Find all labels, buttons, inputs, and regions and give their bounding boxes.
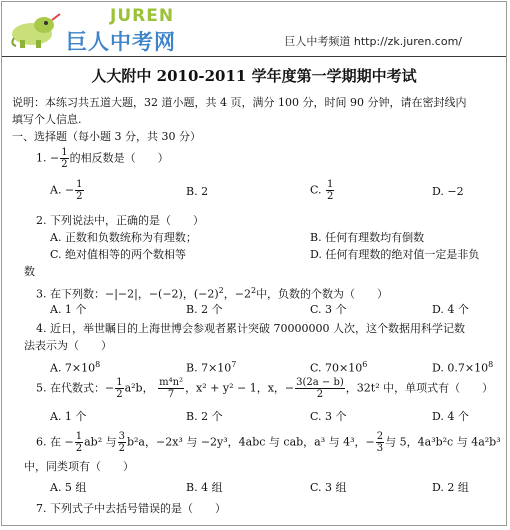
fraction: $\frac{1}{2}$ (116, 377, 123, 400)
option-c: C. $70\times 10^6$ (310, 360, 368, 375)
question-7-stem: 7. 下列式子中去括号错误的是（ ） (36, 502, 226, 515)
question-2-stem: 2. 下列说法中，正确的是（ ） (36, 214, 204, 227)
option-b: B. 4 组 (186, 481, 223, 494)
exam-title: 人大附中 2010-2011 学年度第一学期期中考试 (91, 67, 417, 85)
option-a: A. 正数和负数统称为有理数； (50, 231, 197, 244)
option-d: D. 2 组 (432, 481, 469, 494)
option-c: C. 3 组 (310, 481, 347, 494)
question-6-stem-continuation: 中，同类项有（ ） (24, 460, 134, 473)
option-a: A. 5 组 (50, 481, 87, 494)
fraction: $\frac{2}{3}$ (376, 431, 384, 454)
question-text: 的相反数是（ ） (69, 151, 169, 165)
option-b: B. 2 (186, 185, 209, 198)
option-a: A. − $\frac{1}{2}$ (50, 179, 83, 202)
option-d-continuation: 数 (24, 265, 35, 278)
option-a: A. 1 个 (50, 410, 87, 423)
logo-latin-text: JUREN (110, 6, 175, 26)
option-c: C. 3 个 (310, 303, 347, 316)
option-c: C. 绝对值相等的两个数相等 (50, 248, 187, 261)
option-d: D. 4 个 (432, 410, 469, 423)
fraction: $\frac{1}{2}$ (76, 179, 83, 202)
option-d: D. −2 (432, 185, 464, 198)
question-3-stem: 3. 在下列数：−|−2|，−(−2)，$(-2)^2$，$-2^2$中，负数的个数为（ ） (36, 286, 389, 301)
fraction: $\frac{1}{2}$ (61, 147, 68, 170)
site-logo[interactable] (8, 6, 198, 52)
channel-link[interactable]: 巨人中考频道 http://zk.juren.com/ (284, 35, 462, 48)
option-b: B. 2 个 (186, 410, 223, 423)
option-a: A. $7\times 10^8$ (50, 360, 101, 375)
fraction: $\frac{1}{2}$ (75, 431, 83, 454)
option-b: B. 任何有理数均有倒数 (310, 231, 425, 244)
instructions-line-2: 填写个人信息. (12, 113, 82, 126)
logo-chinese-text: 巨人中考网 (66, 30, 176, 54)
instructions-line-1: 说明：本练习共五道大题，32 道小题，共 4 页，满分 100 分，时间 90 分钟，请在密封线内 (12, 96, 467, 109)
section-heading: 一、选择题（每小题 3 分，共 30 分） (12, 130, 201, 143)
site-header (2, 2, 506, 57)
mascot-icon (8, 10, 64, 50)
exam-page (1, 1, 507, 526)
option-d: D. 4 个 (432, 303, 469, 316)
option-d: D. $0.7\times 10^8$ (432, 360, 494, 375)
question-4-stem-line-1: 4. 近日，举世瞩目的上海世博会参观者累计突破 70000000 人次，这个数据用科学记数 (36, 322, 465, 335)
question-6-stem: 6. 在 − $\frac{1}{2}$ ab² 与 $\frac{3}{2}$ b²a，−2x³ 与 −2y³，4abc 与 cab，a³ 与 4³，− $\frac{2}{3}$ 与 5，4a³b²c 与 4a²b³ (36, 431, 501, 454)
question-number: 1. (36, 151, 47, 165)
option-c: C. 3 个 (310, 410, 347, 423)
question-4-stem-line-2: 法表示为（ ） (24, 339, 112, 352)
option-c: C. $\frac{1}{2}$ (310, 179, 334, 202)
question-1-stem: 1. − $\frac{1}{2}$ 的相反数是（ ） (36, 147, 169, 170)
option-b: B. $7\times 10^7$ (186, 360, 237, 375)
fraction: $\frac{3(2a - b)}{2}$ (296, 377, 344, 400)
fraction: $\frac{3}{2}$ (118, 431, 125, 454)
option-d: D. 任何有理数的绝对值一定是非负 (310, 248, 480, 261)
fraction: $\frac{1}{2}$ (327, 179, 334, 202)
option-b: B. 2 个 (186, 303, 223, 316)
question-5-stem: 5. 在代数式：− $\frac{1}{2}$ a²b， $\frac{\text{m⁴n²}}{7}$ ，x² + y² − 1，x，− $\frac{3(2a - b)}{2}$ ，32t² 中，单项式有（ ） (36, 377, 494, 400)
option-a: A. 1 个 (50, 303, 87, 316)
fraction: $\frac{\text{m⁴n²}}{7}$ (159, 377, 184, 400)
